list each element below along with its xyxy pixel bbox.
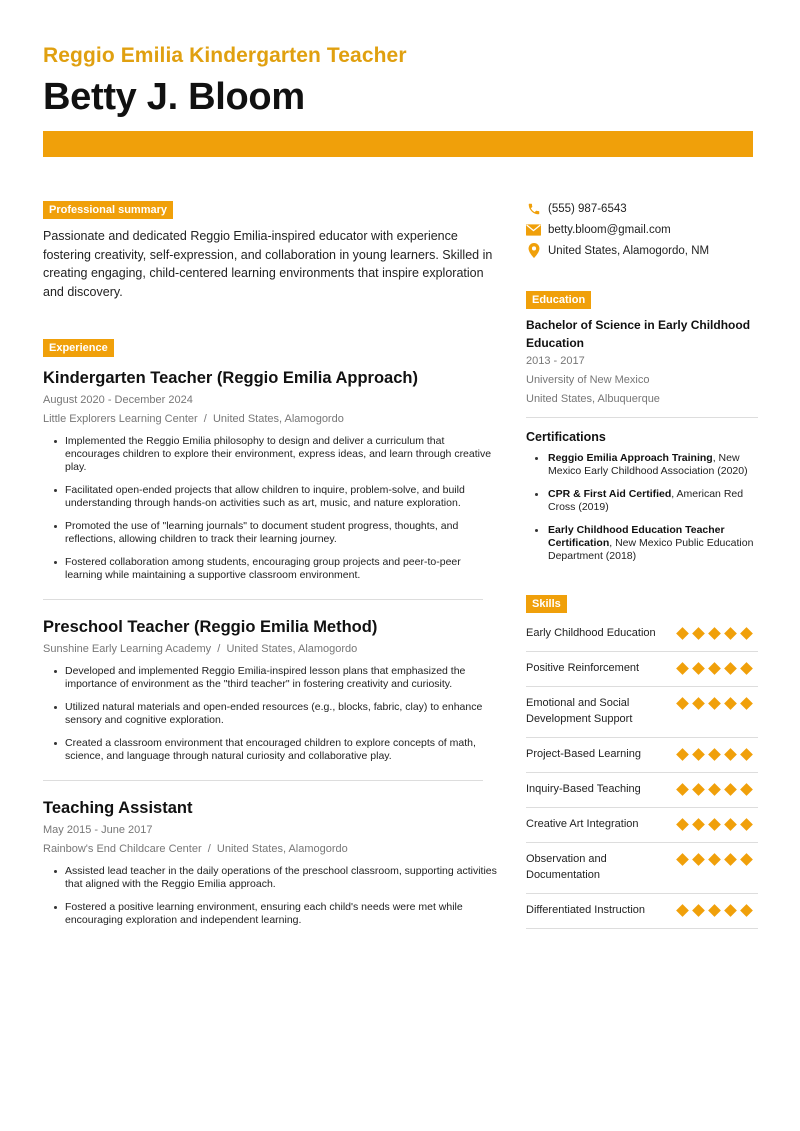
bullet-item: Assisted lead teacher in the daily operations of the preschool classroom, supporting activities that aligned with the Reggio Emilia approach. [53, 865, 498, 891]
rating-diamond-icon [676, 783, 689, 796]
skill-row [526, 738, 758, 773]
side-column [526, 198, 758, 929]
skill-row [526, 773, 758, 808]
location-pin-icon [526, 243, 541, 258]
section-tag-education: Education [526, 291, 591, 309]
job-dates: August 2020 - December 2024 [43, 394, 193, 406]
rating-diamond-icon [740, 904, 753, 917]
skill-row [526, 652, 758, 687]
rating-diamond-icon [692, 783, 705, 796]
skill-row [526, 617, 758, 652]
rating-diamond-icon [724, 627, 737, 640]
skill-name: Early Childhood Education [526, 627, 656, 639]
skill-rating [677, 746, 758, 760]
bullet-item: Developed and implemented Reggio Emilia-inspired lesson plans that emphasized the importance of environment as the "third teacher" in fostering creativity and curiosity. [53, 665, 498, 691]
rating-diamond-icon [740, 627, 753, 640]
certification-item [534, 488, 758, 514]
phone-text: (555) 987-6543 [548, 202, 627, 215]
location-text: United States, Alamogordo, NM [548, 244, 710, 257]
skill-rating [677, 625, 758, 639]
accent-bar [43, 131, 753, 157]
rating-diamond-icon [708, 662, 721, 675]
education-section [526, 261, 758, 418]
contact-section [526, 198, 758, 261]
rating-diamond-icon [708, 748, 721, 761]
experience-section [43, 301, 498, 927]
certification-item [534, 452, 758, 478]
divider [43, 780, 483, 781]
rating-diamond-icon [708, 783, 721, 796]
rating-diamond-icon [740, 783, 753, 796]
job-bullets [43, 435, 498, 582]
rating-diamond-icon [676, 748, 689, 761]
email-text[interactable]: betty.bloom@gmail.com [548, 223, 671, 236]
skill-rating [677, 695, 758, 709]
skill-row [526, 843, 758, 894]
job-employer: Little Explorers Learning Center / United States, Alamogordo [43, 413, 344, 425]
bullet-item: Promoted the use of "learning journals" to document student progress, thoughts, and reflections, allowing children to track their learning journey. [53, 520, 498, 546]
rating-diamond-icon [724, 662, 737, 675]
bullet-item: Fostered a positive learning environment, ensuring each child's needs were met while encouraging exploration and independent learning. [53, 901, 498, 927]
job-title: Preschool Teacher (Reggio Emilia Method) [43, 618, 378, 636]
job-employer: Rainbow's End Childcare Center / United States, Alamogordo [43, 843, 348, 855]
skill-rating [677, 902, 758, 916]
rating-diamond-icon [708, 853, 721, 866]
cert-name: Early Childhood Education Teacher Certification [548, 524, 725, 549]
contact-email [526, 219, 758, 240]
skill-name: Creative Art Integration [526, 818, 639, 830]
rating-diamond-icon [740, 853, 753, 866]
skill-name: Differentiated Instruction [526, 904, 646, 916]
cert-detail: , New Mexico Public Education Department (2018) [548, 537, 754, 562]
job-bullets [43, 865, 498, 927]
divider [43, 599, 483, 600]
bullet-item: Created a classroom environment that encouraged children to explore concepts of math, science, and language through natural curiosity and collaborative play. [53, 737, 498, 763]
candidate-name: Betty J. Bloom [43, 76, 305, 118]
cert-detail: , American Red Cross (2019) [548, 488, 744, 513]
rating-diamond-icon [692, 904, 705, 917]
rating-diamond-icon [692, 853, 705, 866]
divider [526, 417, 758, 418]
skill-name: Observation and Documentation [526, 853, 607, 881]
job-dates: May 2015 - June 2017 [43, 824, 153, 836]
cert-detail: , New Mexico Early Childhood Association (2020) [548, 452, 748, 477]
job-title: Reggio Emilia Kindergarten Teacher [43, 44, 407, 67]
rating-diamond-icon [724, 818, 737, 831]
resume-header [43, 42, 753, 120]
rating-diamond-icon [676, 627, 689, 640]
rating-diamond-icon [724, 853, 737, 866]
rating-diamond-icon [692, 697, 705, 710]
bullet-item: Fostered collaboration among students, encouraging group projects and peer-to-peer learning while maintaining a supportive classroom environment. [53, 556, 498, 582]
rating-diamond-icon [676, 662, 689, 675]
skill-rating [677, 781, 758, 795]
skills-list [526, 617, 758, 929]
section-tag-experience: Experience [43, 339, 114, 357]
rating-diamond-icon [724, 748, 737, 761]
education-dates: 2013 - 2017 [526, 355, 585, 367]
rating-diamond-icon [708, 697, 721, 710]
summary-text: Passionate and dedicated Reggio Emilia-inspired educator with experience fostering creativity, self-expression, and collaboration in young learners. Skilled in creating engaging, child-centered learning environments that inspire exploration and discovery. [43, 229, 493, 299]
cert-name: Reggio Emilia Approach Training [548, 452, 713, 464]
rating-diamond-icon [740, 748, 753, 761]
skills-section [526, 573, 758, 929]
skill-name: Project-Based Learning [526, 748, 641, 760]
skill-rating [677, 816, 758, 830]
certifications-list [526, 452, 758, 563]
rating-diamond-icon [724, 783, 737, 796]
rating-diamond-icon [724, 697, 737, 710]
main-column [43, 200, 498, 937]
job-entry [43, 616, 498, 763]
certifications-section [526, 428, 758, 563]
rating-diamond-icon [676, 818, 689, 831]
skill-name: Emotional and Social Development Support [526, 697, 633, 725]
skill-rating [677, 851, 758, 865]
school-location: United States, Albuquerque [526, 393, 660, 405]
skill-name: Positive Reinforcement [526, 662, 640, 674]
rating-diamond-icon [692, 627, 705, 640]
skill-name: Inquiry-Based Teaching [526, 783, 641, 795]
skill-rating [677, 660, 758, 674]
phone-icon [526, 201, 541, 216]
job-bullets [43, 665, 498, 763]
rating-diamond-icon [740, 662, 753, 675]
contact-phone [526, 198, 758, 219]
bullet-item: Implemented the Reggio Emilia philosophy to design and deliver a curriculum that encourages children to explore their environment, express ideas, and learn through creative play. [53, 435, 498, 474]
certification-item [534, 524, 758, 563]
rating-diamond-icon [740, 697, 753, 710]
job-title: Teaching Assistant [43, 799, 193, 817]
rating-diamond-icon [676, 697, 689, 710]
skill-row [526, 894, 758, 929]
school-name: University of New Mexico [526, 374, 650, 386]
job-employer: Sunshine Early Learning Academy / United States, Alamogordo [43, 643, 358, 655]
rating-diamond-icon [740, 818, 753, 831]
skill-row [526, 808, 758, 843]
job-title: Kindergarten Teacher (Reggio Emilia Approach) [43, 369, 418, 387]
degree-title: Bachelor of Science in Early Childhood Education [526, 318, 751, 350]
rating-diamond-icon [708, 627, 721, 640]
rating-diamond-icon [724, 904, 737, 917]
rating-diamond-icon [692, 748, 705, 761]
contact-location [526, 240, 758, 261]
rating-diamond-icon [692, 662, 705, 675]
bullet-item: Facilitated open-ended projects that allow children to inquire, problem-solve, and build understanding through hands-on activities such as art, music, and nature exploration. [53, 484, 498, 510]
skill-row [526, 687, 758, 738]
summary-section [43, 200, 498, 301]
email-icon [526, 222, 541, 237]
cert-name: CPR & First Aid Certified [548, 488, 672, 500]
rating-diamond-icon [692, 818, 705, 831]
rating-diamond-icon [676, 904, 689, 917]
section-tag-skills: Skills [526, 595, 567, 613]
job-entry [43, 367, 498, 582]
rating-diamond-icon [676, 853, 689, 866]
job-entry [43, 797, 498, 927]
bullet-item: Utilized natural materials and open-ended resources (e.g., blocks, fabric, clay) to enhance sensory and cognitive exploration. [53, 701, 498, 727]
certifications-heading: Certifications [526, 430, 606, 444]
rating-diamond-icon [708, 904, 721, 917]
rating-diamond-icon [708, 818, 721, 831]
section-tag-summary: Professional summary [43, 201, 173, 219]
